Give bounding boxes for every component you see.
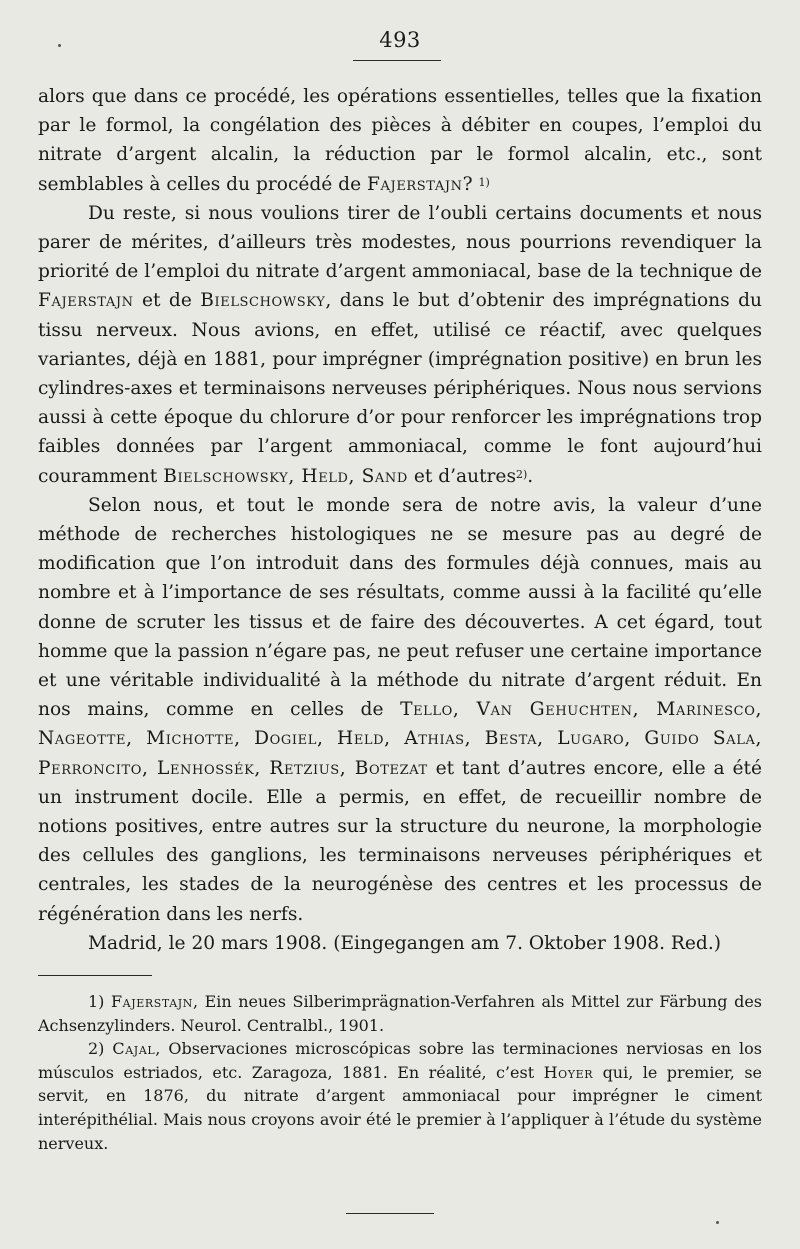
author-names-group: Bielschowsky, Held, Sand bbox=[163, 465, 408, 487]
author-name-bielschowsky: Bielschowsky bbox=[200, 290, 326, 312]
paragraph-2-text-e: . bbox=[527, 465, 534, 487]
footnotes bbox=[38, 990, 762, 1155]
footnote-2-author: Cajal bbox=[112, 1039, 156, 1059]
footnote-2-text-a: , Observaciones microscópicas sobre las terminaciones nerviosas en los músculos estriados, etc. Zaragoza, 1881. En réalité, c’est bbox=[38, 1039, 762, 1082]
bottom-rule bbox=[346, 1213, 434, 1214]
footnote-2-text-b: qui, le premier, se servit, en 1876, du nitrate d’argent ammoniacal pour imprégner le ciment interépithélial. Mais nous croyons avoir été le premier à l’appliquer à l’étude du système nerveux. bbox=[38, 1062, 762, 1153]
author-name-fajerstajn: Fajerstajn bbox=[367, 173, 463, 195]
footnote-rule bbox=[38, 975, 152, 976]
page-number-rule bbox=[353, 60, 441, 61]
paragraph-2-text-a: Du reste, si nous voulions tirer de l’oubli certains documents et nous parer de mérites, d’ailleurs très modestes, nous pourrions revendiquer la priorité de l’emploi du nitrate d’argent ammoniacal, base de la technique de bbox=[38, 202, 762, 283]
paragraph-2-text-b: et de bbox=[133, 290, 201, 312]
paragraph-1-text-a: alors que dans ce procédé, les opérations essentielles, telles que la fixation par le formol, la congélation des pièces à débiter en coupes, l’emploi du nitrate d’argent alcalin, la réduction par le formol alcalin, etc., sont semblables à celles du procédé de bbox=[38, 86, 762, 195]
footnote-2 bbox=[38, 1037, 762, 1155]
page-number: 493 bbox=[379, 28, 421, 52]
footnote-2-number: 2) bbox=[88, 1039, 113, 1059]
author-names-list: Tello, Van Gehuchten, Marinesco, Nageotte, Michotte, Dogiel, Held, Athias, Besta, Lugaro, Guido Sala, Perroncito, Lenhossék, Retzius, Botezat bbox=[38, 699, 762, 779]
paragraph-3-text-a: Selon nous, et tout le monde sera de notre avis, la valeur d’une méthode de recherches histologiques ne se mesure pas au degré de modification que l’on introduit dans des formules déjà connues, mais au nombre et à l’importance de ses résultats, comme aussi à la facilité qu’elle donne de scruter les tissus et de faire des découvertes. A cet égard, tout homme que la passion n’égare pas, ne peut refuser une certaine importance et une véritable individualité à la méthode du nitrate d’argent réduit. En nos mains, comme en celles de bbox=[38, 494, 762, 721]
footnote-2-author-hoyer: Hoyer bbox=[543, 1062, 594, 1082]
paragraph-2 bbox=[38, 199, 762, 491]
paragraph-1-text-b: ? bbox=[462, 173, 479, 195]
footnote-1-text: , Ein neues Silberimprägnation-Verfahren als Mittel zur Färbung des Achsenzylinders. Neurol. Centralbl., 1901. bbox=[38, 992, 762, 1035]
paragraph-1 bbox=[38, 82, 762, 199]
footnote-ref-2: 2) bbox=[515, 467, 528, 481]
footnote-1-number: 1) bbox=[88, 992, 111, 1011]
footnote-ref-1: 1) bbox=[478, 175, 490, 189]
paragraph-3-text-b: et tant d’autres encore, elle a été un instrument docile. Elle a permis, en effet, de recueillir nombre de notions positives, entre autres sur la structure du neurone, la morphologie des cellules des ganglions, les terminaisons nerveuses périphériques et centrales, les stades de la neurogénèse des centres et les processus de régénération dans les nerfs. bbox=[38, 757, 762, 925]
paragraph-2-text-d: et d’autres bbox=[407, 465, 516, 487]
main-text bbox=[38, 82, 762, 958]
author-name-fajerstajn-2: Fajerstajn bbox=[38, 290, 134, 312]
page-speck bbox=[716, 1221, 719, 1224]
footnote-1-author: Fajerstajn bbox=[110, 992, 193, 1011]
footnote-1 bbox=[38, 990, 762, 1037]
paragraph-3 bbox=[38, 491, 762, 929]
paragraph-2-text-c: , dans le but d’obtenir des imprégnations du tissu nerveux. Nous avions, en effet, utilisé ce réactif, avec quelques variantes, déjà en 1881, pour imprégner (imprégnation positive) en brun les cylindres-axes et terminaisons nerveuses périphériques. Nous nous servions aussi à cette époque du chlorure d’or pour renforcer les imprégnations trop faibles données par l’argent ammoniacal, comme le font aujourd’hui couramment bbox=[38, 290, 762, 487]
dateline: Madrid, le 20 mars 1908. (Eingegangen am 7. Oktober 1908. Red.) bbox=[88, 932, 721, 954]
